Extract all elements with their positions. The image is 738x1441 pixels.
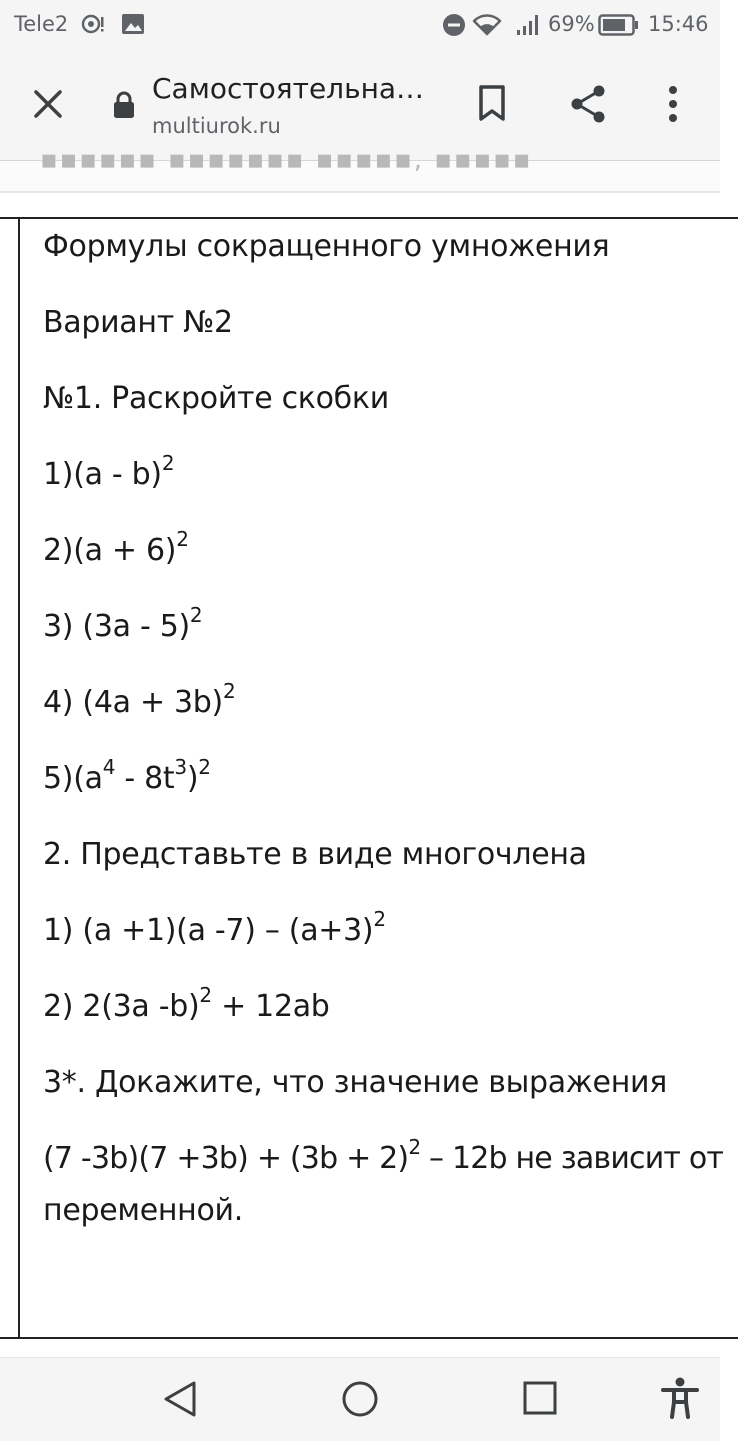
clipped-text-fragment: ▪▪▪▪▪▪ ▪▪▪▪▪▪▪ ▪▪▪▪▪, ▪▪▪▪▪ bbox=[40, 145, 533, 175]
lock-icon bbox=[112, 90, 136, 124]
more-icon[interactable] bbox=[666, 84, 680, 128]
bookmark-icon[interactable] bbox=[476, 84, 508, 126]
battery-icon bbox=[598, 14, 640, 41]
task2-item-1: 1) (a +1)(a $-7) - (a+3)^2$ bbox=[43, 907, 386, 948]
task3-title: 3*. Докажите, что значение выражения bbox=[43, 1065, 667, 1100]
task1-item-3: 3) (3a - 5)$^2$ bbox=[43, 603, 203, 644]
system-nav-bar bbox=[0, 1357, 720, 1441]
doc-heading: Формулы сокращенного умножения bbox=[43, 229, 610, 264]
frame-left-border bbox=[18, 219, 20, 1337]
clipped-previous-line bbox=[0, 145, 720, 193]
signal-icon bbox=[514, 12, 544, 43]
task2-title: 2. Представьте в виде многочлена bbox=[43, 837, 587, 872]
status-bar bbox=[0, 0, 720, 50]
accessibility-icon[interactable] bbox=[660, 1376, 700, 1424]
clock: 15:46 bbox=[648, 12, 709, 36]
web-content[interactable] bbox=[0, 145, 724, 1357]
home-icon[interactable] bbox=[341, 1380, 379, 1422]
battery-percent: 69% bbox=[548, 12, 595, 36]
task1-title: №1. Раскройте скобки bbox=[43, 381, 389, 416]
dnd-icon bbox=[441, 12, 467, 43]
task3-expression: (7 $-3b)(7 +3b) + (3b + 2)^2 - 12b$ не зависит от bbox=[43, 1135, 724, 1176]
variant-label: Вариант №2 bbox=[43, 305, 233, 340]
task1-item-4: 4) $(4a + 3b)^2$ bbox=[43, 679, 236, 720]
carrier-name: Tele2 bbox=[14, 12, 69, 36]
task1-item-5: $5)(a^4 - 8t^3)^2$ bbox=[43, 755, 211, 796]
page-title: Самостоятельна… bbox=[152, 72, 425, 105]
page-url: multiurok.ru bbox=[152, 114, 281, 138]
notification-icon bbox=[80, 12, 106, 41]
image-icon bbox=[120, 12, 146, 41]
task1-item-1: 1)(a - b)$^2$ bbox=[43, 451, 175, 492]
close-icon[interactable] bbox=[32, 88, 64, 124]
recents-icon[interactable] bbox=[523, 1381, 557, 1419]
task1-item-2: $2)(a + 6)^2$ bbox=[43, 527, 189, 568]
back-icon[interactable] bbox=[162, 1380, 198, 1422]
task2-item-2: 2) 2(3a -b)$^2$ + 12ab bbox=[43, 983, 330, 1024]
share-icon[interactable] bbox=[568, 84, 608, 128]
wifi-icon bbox=[472, 12, 502, 43]
task3-expression-cont: переменной. bbox=[43, 1193, 243, 1228]
